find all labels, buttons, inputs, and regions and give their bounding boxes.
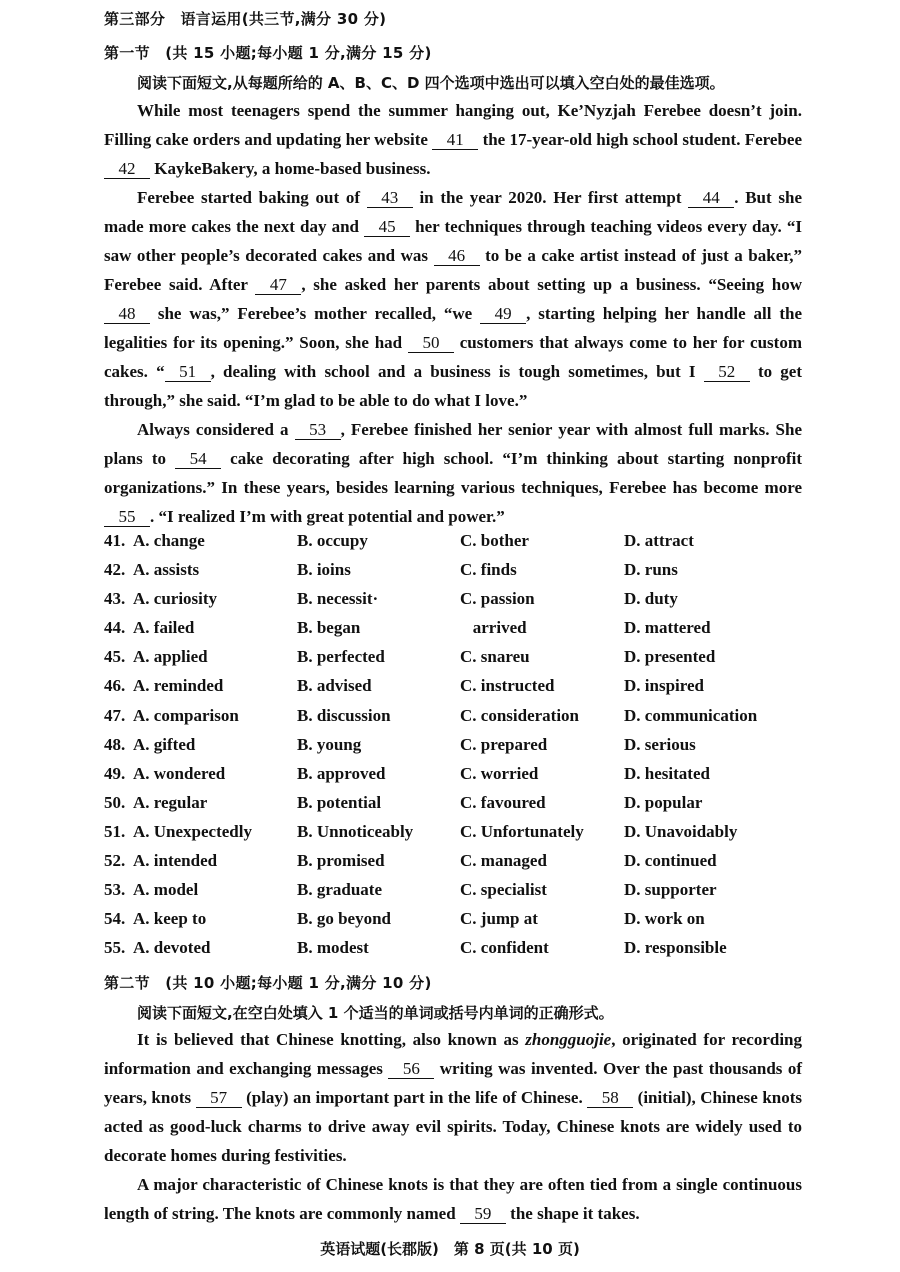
question-row: [104, 735, 804, 764]
question-row: [104, 589, 804, 618]
option-c[interactable]: C. jump at: [460, 909, 538, 929]
question-number: 49.: [104, 763, 126, 783]
option-a[interactable]: A. regular: [133, 792, 208, 812]
option-c[interactable]: C. passion: [460, 589, 535, 609]
answer-blank[interactable]: 55: [104, 508, 150, 527]
passage2-paragraph: A major characteristic of Chinese knots is that they are often tied from a single continuous length of string. The knots are commonly named 59 the shape it takes.: [104, 1175, 802, 1223]
answer-blank[interactable]: 52: [704, 363, 750, 382]
answer-blank[interactable]: 54: [175, 450, 221, 469]
option-a[interactable]: A. assists: [133, 560, 200, 580]
answer-blank[interactable]: 41: [432, 131, 478, 150]
answer-blank[interactable]: 43: [367, 189, 413, 208]
option-c[interactable]: C. Unfortunately: [460, 821, 584, 841]
question-row: [104, 647, 804, 676]
question-row: [104, 706, 804, 735]
question-number: 43.: [104, 589, 126, 609]
option-b[interactable]: B. Unnoticeably: [297, 821, 414, 841]
page-footer: 英语试题(长郡版) 第 8 页(共 10 页): [320, 1240, 580, 1258]
option-d[interactable]: D. communication: [624, 705, 758, 725]
option-d[interactable]: D. responsible: [624, 938, 727, 958]
question-number: 50.: [104, 792, 126, 812]
option-b[interactable]: B. modest: [297, 938, 369, 958]
option-c[interactable]: C. specialist: [460, 880, 547, 900]
option-a[interactable]: A. intended: [133, 851, 218, 871]
option-d[interactable]: D. attract: [624, 531, 694, 550]
option-a[interactable]: A. Unexpectedly: [133, 821, 252, 841]
answer-blank[interactable]: 56: [388, 1060, 434, 1079]
answer-blank[interactable]: 42: [104, 160, 150, 179]
question-number: 42.: [104, 560, 126, 580]
option-b[interactable]: B. graduate: [297, 880, 382, 900]
answer-blank[interactable]: 48: [104, 305, 150, 324]
option-c[interactable]: arrived: [460, 618, 527, 638]
question-number: 46.: [104, 676, 126, 696]
question-number: 45.: [104, 647, 126, 667]
option-b[interactable]: B. began: [297, 618, 361, 638]
section2-title: 第二节 (共 10 小题;每小题 1 分,满分 10 分): [104, 974, 432, 992]
question-row: [104, 938, 804, 967]
option-b[interactable]: B. young: [297, 734, 362, 754]
question-row: [104, 851, 804, 880]
option-d[interactable]: D. mattered: [624, 618, 711, 638]
answer-blank[interactable]: 49: [480, 305, 526, 324]
option-d[interactable]: D. continued: [624, 851, 717, 871]
question-number: 52.: [104, 851, 126, 871]
option-b[interactable]: B. necessit·: [297, 589, 379, 609]
question-number: 47.: [104, 705, 126, 725]
option-b[interactable]: B. potential: [297, 792, 382, 812]
option-a[interactable]: A. comparison: [133, 705, 239, 725]
option-c[interactable]: C. instructed: [460, 676, 555, 696]
option-a[interactable]: A. model: [133, 880, 199, 900]
question-row: [104, 531, 804, 560]
part-title: 第三部分 语言运用(共三节,满分 30 分): [104, 10, 387, 28]
option-a[interactable]: A. reminded: [133, 676, 224, 696]
option-d[interactable]: D. hesitated: [624, 763, 710, 783]
question-row: [104, 909, 804, 938]
option-c[interactable]: C. managed: [460, 851, 547, 871]
option-c[interactable]: C. consideration: [460, 705, 579, 725]
option-d[interactable]: D. runs: [624, 560, 678, 580]
option-a[interactable]: A. gifted: [133, 734, 196, 754]
section2-instruction: 阅读下面短文,在空白处填入 1 个适当的单词或括号内单词的正确形式。: [137, 1004, 614, 1022]
option-b[interactable]: B. discussion: [297, 705, 391, 725]
answer-blank[interactable]: 53: [295, 421, 341, 440]
option-d[interactable]: D. Unavoidably: [624, 821, 738, 841]
option-a[interactable]: A. failed: [133, 618, 195, 638]
option-a[interactable]: A. devoted: [133, 938, 211, 958]
option-c[interactable]: C. prepared: [460, 734, 548, 754]
option-d[interactable]: D. popular: [624, 792, 703, 812]
option-a[interactable]: A. wondered: [133, 763, 226, 783]
answer-blank[interactable]: 51: [165, 363, 211, 382]
italic-term: zhongguojie: [525, 1030, 612, 1049]
option-b[interactable]: B. go beyond: [297, 909, 391, 929]
answer-blank[interactable]: 50: [408, 334, 454, 353]
passage1-paragraph: While most teenagers spend the summer hanging out, Ke’Nyzjah Ferebee doesn’t join. Filling cake orders and updating her website 41 the 17-year-old high school student. Ferebee 42 KaykeBakery, a home-based business.: [104, 101, 803, 178]
question-number: 44.: [104, 618, 126, 638]
question-row: [104, 793, 804, 822]
option-d[interactable]: D. serious: [624, 734, 696, 754]
question-number: 54.: [104, 909, 126, 929]
option-b[interactable]: B. advised: [297, 676, 372, 696]
question-number: 41.: [104, 531, 126, 550]
passage1-paragraph: Always considered a 53 , Ferebee finished her senior year with almost full marks. She plans to 54 cake decorating after high school. “I’m thinking about starting nonprofit organizations.” In these years, besides learning various techniques, Ferebee has become more 55 . “I realized I’m with great potential and power.”: [104, 420, 802, 526]
option-d[interactable]: D. duty: [624, 589, 678, 609]
question-number: 55.: [104, 938, 126, 958]
question-row: [104, 764, 804, 793]
option-c[interactable]: C. bother: [460, 531, 529, 550]
option-c[interactable]: C. snareu: [460, 647, 530, 667]
option-a[interactable]: A. keep to: [133, 909, 207, 929]
option-a[interactable]: A. applied: [133, 647, 208, 667]
option-d[interactable]: D. presented: [624, 647, 716, 667]
question-row: [104, 618, 804, 647]
option-c[interactable]: C. finds: [460, 560, 517, 580]
question-number: 48.: [104, 734, 126, 754]
option-c[interactable]: C. worried: [460, 763, 539, 783]
question-row: [104, 880, 804, 909]
section1-instruction: 阅读下面短文,从每题所给的 A、B、C、D 四个选项中选出可以填入空白处的最佳选项。: [137, 74, 725, 92]
answer-blank[interactable]: 57: [196, 1089, 242, 1108]
passage2-paragraph: It is believed that Chinese knotting, also known as zhongguojie, originated for recording information and exchanging messages 56 writing was invented. Over the past thousands of years, knots 57 (play) an important part in the life of Chinese. 58 (initial), Chinese knots acted as good-luck charms to drive away evil spirits. Today, Chinese knots are widely used to decorate homes during festivities.: [104, 1030, 803, 1165]
option-c[interactable]: C. confident: [460, 938, 549, 958]
question-row: [104, 560, 804, 589]
passage1-paragraph: Ferebee started baking out of 43 in the year 2020. Her first attempt 44 . But she made more cakes the next day and 45 her techniques through teaching videos every day. “I saw other people’s decorated cakes and was 46 to be a cake artist instead of just a baker,” Ferebee said. After 47 , she asked her parents about setting up a business. “Seeing how 48 she was,” Ferebee’s mother recalled, “we 49 , starting helping her handle all the legalities for its opening.” Soon, she had 50 customers that always come to her for custom cakes. “ 51 , dealing with school and a business is tough sometimes, but I 52 to get through,” she said. “I’m glad to be able to do what I love.”: [104, 188, 803, 410]
option-a[interactable]: A. change: [133, 531, 205, 550]
option-b[interactable]: B. perfected: [297, 647, 385, 667]
option-a[interactable]: A. curiosity: [133, 589, 218, 609]
question-number: 51.: [104, 821, 126, 841]
question-number: 53.: [104, 880, 126, 900]
section1-title: 第一节 (共 15 小题;每小题 1 分,满分 15 分): [104, 44, 432, 62]
option-b[interactable]: B. approved: [297, 763, 386, 783]
answer-blank[interactable]: 45: [364, 218, 410, 237]
answer-blank[interactable]: 58: [587, 1089, 633, 1108]
option-d[interactable]: D. work on: [624, 909, 705, 929]
question-row: [104, 676, 804, 705]
answer-blank[interactable]: 44: [688, 189, 734, 208]
option-b[interactable]: B. ioins: [297, 560, 351, 580]
option-d[interactable]: D. supporter: [624, 880, 717, 900]
answer-blank[interactable]: 46: [434, 247, 480, 266]
question-row: [104, 822, 804, 851]
answer-blank[interactable]: 47: [255, 276, 301, 295]
option-b[interactable]: B. promised: [297, 851, 385, 871]
options-list: [104, 531, 804, 967]
answer-blank[interactable]: 59: [460, 1205, 506, 1224]
option-b[interactable]: B. occupy: [297, 531, 368, 550]
option-c[interactable]: C. favoured: [460, 792, 546, 812]
option-d[interactable]: D. inspired: [624, 676, 704, 696]
